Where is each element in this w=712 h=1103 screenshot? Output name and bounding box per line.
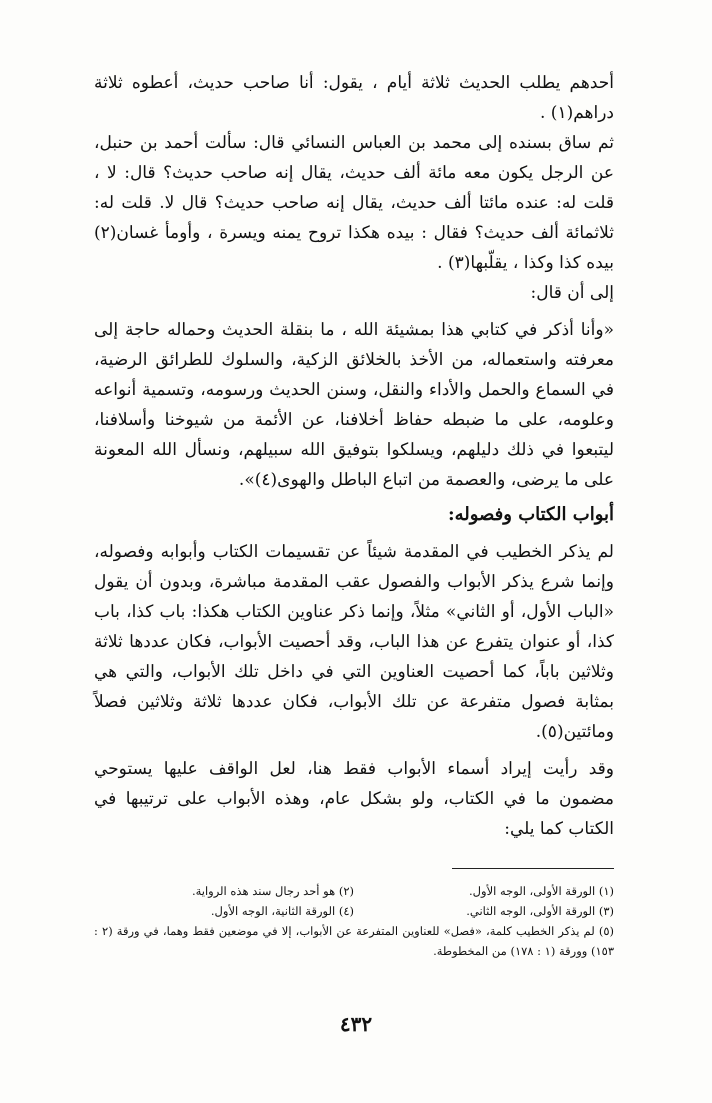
paragraph-1-transition: إلى أن قال: bbox=[530, 283, 614, 303]
paragraph-4: وقد رأيت إيراد أسماء الأبواب فقط هنا، لعل الواقف عليها يستوحي مضمون ما في الكتاب، ولو بشكل عام، وهذه الأبواب على ترتيبها في الكتاب كما يلي: bbox=[94, 759, 614, 839]
footnote-3: (٣) الورقة الأولى، الوجه الثاني. bbox=[466, 904, 614, 918]
footnote-divider bbox=[452, 868, 614, 869]
section-heading: أبواب الكتاب وفصوله: bbox=[447, 504, 614, 525]
body-text bbox=[94, 68, 614, 844]
footnote-2: (٢) هو أحد رجال سند هذه الرواية. bbox=[191, 884, 354, 898]
footnote-5: (٥) لم يذكر الخطيب كلمة، «فصل» للعناوين المتفرعة عن الأبواب، إلا في موضعين فقط وهما، في ورقة (٢ : ١٥٣) وورقة (١ : ١٧٨) من المخطوطة. bbox=[94, 924, 615, 958]
footnotes bbox=[94, 881, 614, 961]
paragraph-2-quote: «وأنا أذكر في كتابي هذا بمشيئة الله ، ما بنقلة الحديث وحماله حاجة إلى معرفته واستعماله، من الأخذ بالخلائق الزكية، والسلوك للطرائق الرضية، في السماع والحمل والأداء والنقل، وسنن الحديث ورسومه، وتسمية أنواعه وعلومه، على ما ضبطه حفاظ أخلافنا، عن الأئمة من شيوخنا وأسلافنا، ليتبعوا في ذلك دليلهم، ويسلكوا بتوفيق الله سبيلهم، ونسأل الله المعونة على ما يرضى، والعصمة من اتباع الباطل والهوى(٤)». bbox=[94, 320, 614, 490]
footnote-1: (١) الورقة الأولى، الوجه الأول. bbox=[469, 884, 614, 898]
footnote-row bbox=[94, 901, 614, 921]
footnote-row bbox=[94, 881, 614, 901]
page-number: ٤٣٢ bbox=[339, 1012, 373, 1036]
separator bbox=[94, 308, 614, 315]
paragraph-3: لم يذكر الخطيب في المقدمة شيئاً عن تقسيمات الكتاب وأبوابه وفصوله، وإنما شرع يذكر الأبواب والفصول عقب المقدمة مباشرة، وبدون أن يقول «الباب الأول، أو الثاني» مثلاً، وإنما ذكر عناوين الكتاب هكذا: باب كذا، باب كذا، أو عنوان يتفرع عن هذا الباب، وقد أحصيت الأبواب، فكان عددها ثلاثة وثلاثين باباً، كما أحصيت العناوين التي في داخل تلك الأبواب، والتي هي بمثابة فصول متفرعة عن تلك الأبواب، فكان عددها ثلاثة وثلاثين فصلاً ومائتين(٥). bbox=[94, 542, 614, 742]
paragraph-1-line-1: أحدهم يطلب الحديث ثلاثة أيام ، يقول: أنا صاحب حديث، أعطوه ثلاثة دراهم(١) . bbox=[94, 73, 614, 123]
paragraph-1-isnad: ثم ساق بسنده إلى محمد بن العباس النسائي قال: سألت أحمد بن حنبل، عن الرجل يكون معه مائة ألف حديث، يقال إنه صاحب حديث؟ قال: لا ، قلت له: عنده مائتا ألف حديث، يقال إنه صاحب حديث؟ قال لا. قلت له: ثلاثمائة ألف حديث؟ فقال : بيده هكذا تروح يمنه ويسرة ، وأومأ غسان(٢) بيده كذا وكذا ، يقلّبها(٣) . bbox=[94, 133, 614, 273]
footnote-4: (٤) الورقة الثانية، الوجه الأول. bbox=[210, 904, 354, 918]
separator bbox=[94, 747, 614, 754]
